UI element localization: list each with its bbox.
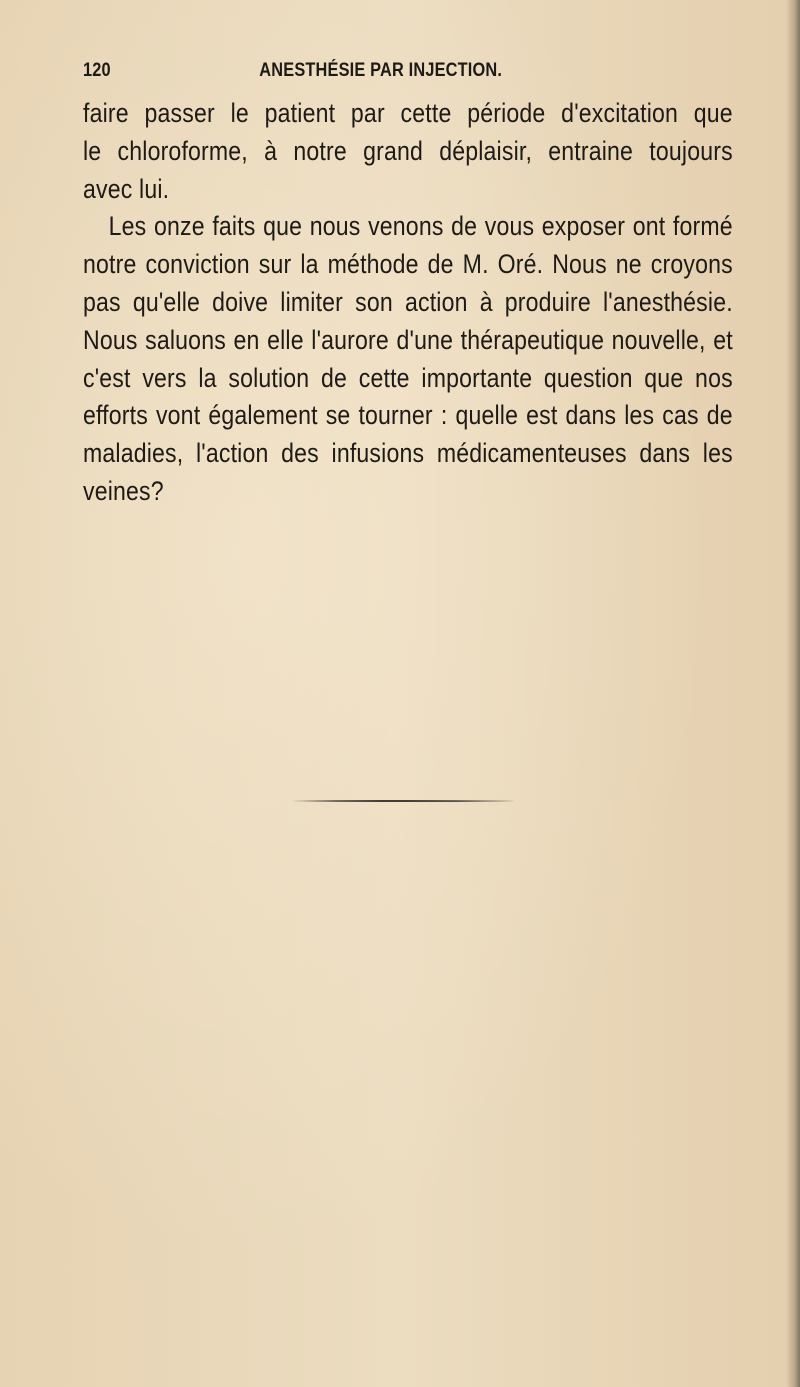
page-edge-shadow (786, 0, 800, 1387)
text-line: Nous saluons en elle l'aurore d'une thérapeutique nouvelle, et (83, 324, 733, 355)
text-line: c'est vers la solution de cette importante question que nos (83, 362, 733, 393)
text-line: pas qu'elle doive limiter son action à produire l'anesthésie. (83, 286, 733, 317)
paragraph-first-line: Les onze faits que nous venons de vous exposer ont formé (108, 211, 733, 242)
running-header (83, 60, 651, 86)
text-line: le chloroforme, à notre grand déplaisir, entraine toujours (83, 135, 733, 166)
text-line: faire passer le patient par cette période d'excitation que (83, 98, 733, 128)
text-line: veines? (83, 475, 164, 506)
text-line: efforts vont également se tourner : quelle est dans les cas de (83, 400, 733, 431)
page-number: 120 (83, 60, 111, 81)
text-line: notre conviction sur la méthode de M. Oré. Nous ne croyons (83, 249, 733, 280)
text-line: maladies, l'action des infusions médicamenteuses dans les (83, 438, 733, 469)
end-rule (291, 799, 516, 803)
running-title: ANESTHÉSIE PAR INJECTION. (259, 60, 503, 81)
text-line: avec lui. (83, 173, 170, 204)
body-text (83, 95, 733, 511)
end-rule-line (291, 799, 516, 803)
